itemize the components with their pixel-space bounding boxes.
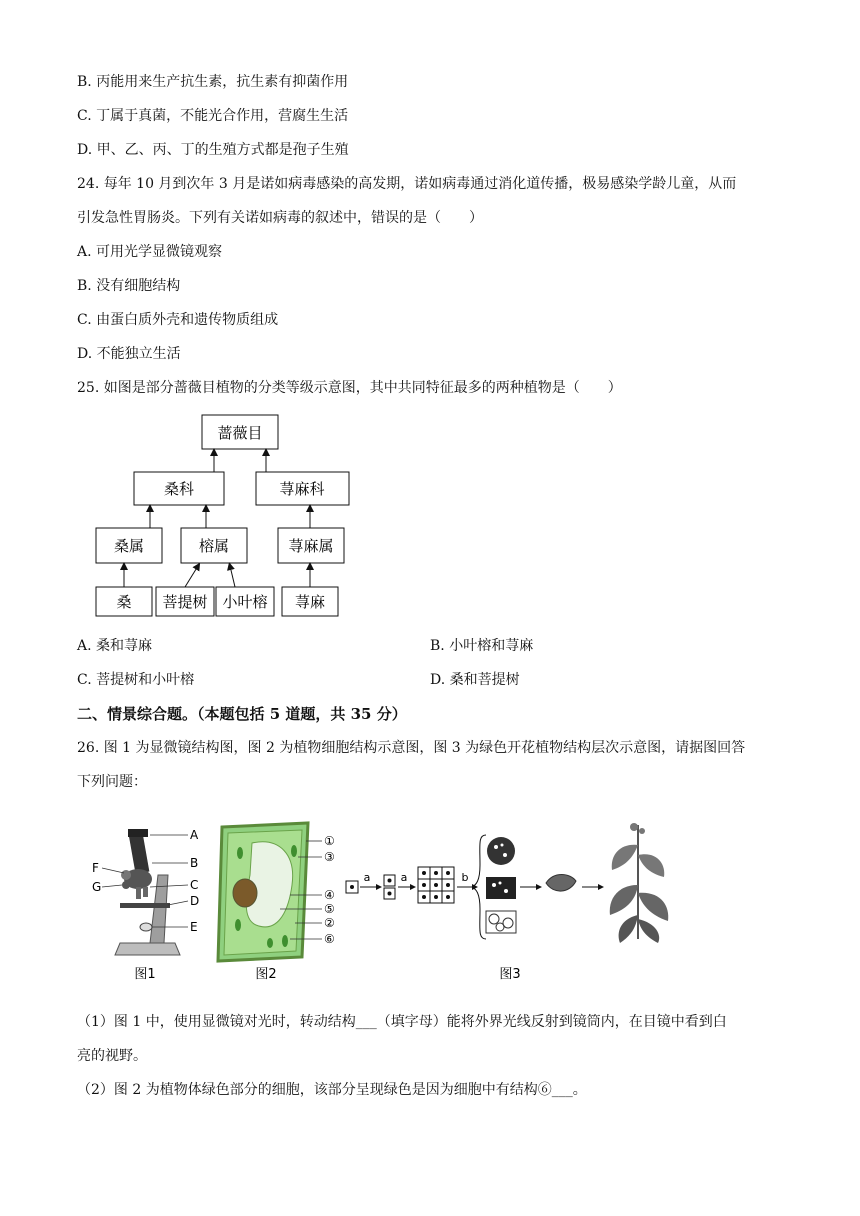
genus-label-sang: 桑属	[113, 537, 145, 555]
fig2-label-1: ①	[324, 834, 335, 848]
plant-hierarchy-figure	[346, 823, 668, 943]
q23-option-c: C. 丁属于真菌，不能光合作用，营腐生生活	[77, 108, 349, 124]
species-label-qianma: 荨麻	[294, 593, 326, 611]
fig2-label-5: ⑤	[324, 902, 335, 916]
family-label-sang: 桑科	[163, 480, 195, 498]
fig1-label-c: C	[190, 878, 199, 892]
fig3-label-a2: a	[400, 871, 408, 884]
fig2-caption: 图2	[255, 967, 277, 982]
q25-option-d: D. 桑和菩提树	[430, 672, 520, 688]
q24-option-d: D. 不能独立生活	[77, 346, 181, 362]
species-label-puti: 菩提树	[162, 593, 208, 611]
microscope-figure	[102, 829, 188, 955]
q24-option-b: B. 没有细胞结构	[77, 278, 181, 294]
genus-label-rong: 榕属	[198, 537, 230, 555]
fig1-label-g: G	[92, 880, 102, 894]
q25-option-b: B. 小叶榕和荨麻	[430, 638, 534, 654]
fig1-label-e: E	[190, 920, 198, 934]
fig1-label-f: F	[92, 861, 99, 875]
q26-sub2: （2）图 2 为植物体绿色部分的细胞，该部分呈现绿色是因为细胞中有结构⑥___。	[77, 1082, 587, 1098]
q25-option-a: A. 桑和荨麻	[77, 638, 153, 654]
q24-stem-line2: 引发急性胃肠炎。下列有关诺如病毒的叙述中，错误的是（ ）	[77, 210, 483, 226]
plant-cell-figure	[218, 823, 322, 961]
fig3-caption: 图3	[499, 967, 521, 982]
section-title: 二、情景综合题。（本题包括 5 道题，共 35 分）	[77, 705, 407, 723]
q25-option-c: C. 菩提树和小叶榕	[77, 672, 195, 688]
q26-sub1-line1: （1）图 1 中，使用显微镜对光时，转动结构___（填字母）能将外界光线反射到镜筒内，在目镜中看到白	[77, 1014, 727, 1030]
family-label-qianma: 荨麻科	[279, 480, 325, 498]
q25-stem: 25. 如图是部分蔷薇目植物的分类等级示意图，其中共同特征最多的两种植物是（ ）	[77, 380, 622, 396]
classification-tree-diagram	[90, 410, 360, 620]
fig3-label-a1: a	[363, 871, 371, 884]
fig1-label-d: D	[190, 894, 200, 908]
q26-figures	[80, 815, 680, 990]
q24-option-a: A. 可用光学显微镜观察	[77, 244, 223, 260]
species-label-xiaoyerong: 小叶榕	[222, 593, 268, 611]
q24-stem-line1: 24. 每年 10 月到次年 3 月是诺如病毒感染的高发期，诺如病毒通过消化道传播，极易感染学龄儿童，从而	[77, 176, 737, 192]
species-label-sang: 桑	[116, 593, 132, 611]
fig2-label-6: ⑥	[324, 932, 335, 946]
fig1-label-a: A	[190, 828, 199, 842]
fig2-label-2: ②	[324, 916, 335, 930]
fig1-caption: 图1	[134, 967, 156, 982]
fig2-label-3: ③	[324, 850, 335, 864]
fig1-label-b: B	[190, 856, 199, 870]
fig3-label-b: b	[461, 871, 469, 884]
q23-option-d: D. 甲、乙、丙、丁的生殖方式都是孢子生殖	[77, 142, 349, 158]
q26-stem-line1: 26. 图 1 为显微镜结构图，图 2 为植物细胞结构示意图，图 3 为绿色开花植物结构层次示意图，请据图回答	[77, 740, 746, 756]
q23-option-b: B. 丙能用来生产抗生素，抗生素有抑菌作用	[77, 74, 349, 90]
order-label: 蔷薇目	[217, 424, 263, 442]
q24-option-c: C. 由蛋白质外壳和遗传物质组成	[77, 312, 279, 328]
fig2-label-4: ④	[324, 888, 335, 902]
q26-sub1-line2: 亮的视野。	[77, 1048, 147, 1064]
genus-label-qianma: 荨麻属	[288, 537, 334, 555]
q26-stem-line2: 下列问题：	[77, 774, 147, 790]
